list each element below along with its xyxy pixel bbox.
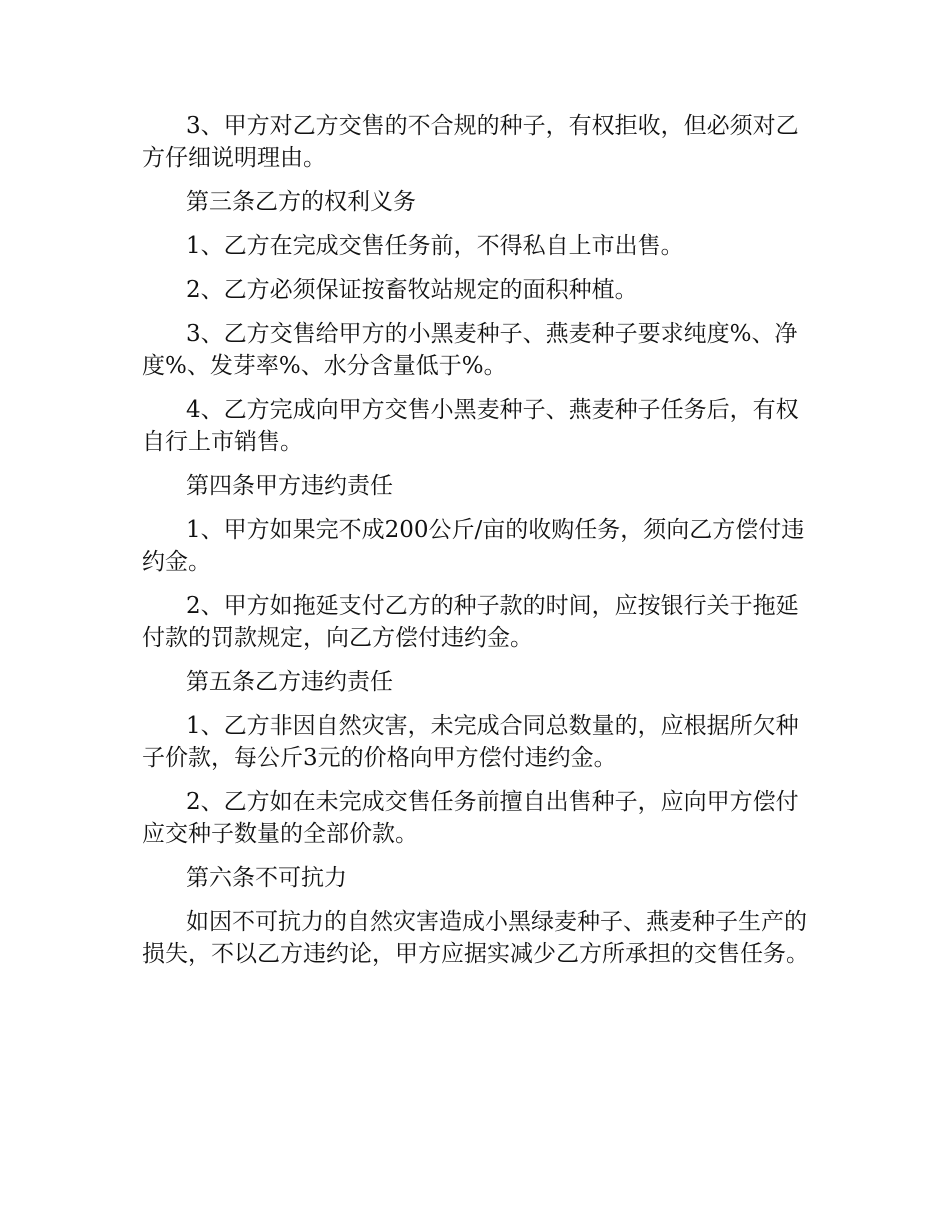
paragraph-seed-quality: 3、乙方交售给甲方的小黑麦种子、燕麦种子要求纯度%、净度%、发芽率%、水分含量低于%。 xyxy=(142,321,798,379)
paragraph-purchase-shortfall: 1、甲方如果完不成200公斤/亩的收购任务，须向乙方偿付违约金。 xyxy=(142,517,805,575)
document-page xyxy=(142,110,810,982)
paragraph-seed-rejection: 3、甲方对乙方交售的不合规的种子，有权拒收，但必须对乙方仔细说明理由。 xyxy=(142,113,799,171)
section-heading-article-4: 第四条甲方违约责任 xyxy=(186,473,393,499)
paragraph-late-payment: 2、甲方如拖延支付乙方的种子款的时间，应按银行关于拖延付款的罚款规定，向乙方偿付违约金。 xyxy=(142,593,799,651)
paragraph-planting-area: 2、乙方必须保证按畜牧站规定的面积种植。 xyxy=(186,277,638,303)
paragraph-no-private-sale: 1、乙方在完成交售任务前，不得私自上市出售。 xyxy=(186,233,684,259)
section-heading-article-6: 第六条不可抗力 xyxy=(186,865,347,891)
paragraph-unauthorized-sale: 2、乙方如在未完成交售任务前擅自出售种子，应向甲方偿付应交种子数量的全部价款。 xyxy=(142,789,799,847)
paragraph-quantity-shortfall: 1、乙方非因自然灾害，未完成合同总数量的，应根据所欠种子价款，每公斤3元的价格向甲方偿付违约金。 xyxy=(142,713,799,771)
paragraph-force-majeure: 如因不可抗力的自然灾害造成小黑绿麦种子、燕麦种子生产的损失，不以乙方违约论，甲方应据实减少乙方所承担的交售任务。 xyxy=(142,909,809,967)
section-heading-article-5: 第五条乙方违约责任 xyxy=(186,669,393,695)
paragraph-free-sale: 4、乙方完成向甲方交售小黑麦种子、燕麦种子任务后，有权自行上市销售。 xyxy=(142,397,799,455)
section-heading-article-3: 第三条乙方的权利义务 xyxy=(186,189,416,215)
